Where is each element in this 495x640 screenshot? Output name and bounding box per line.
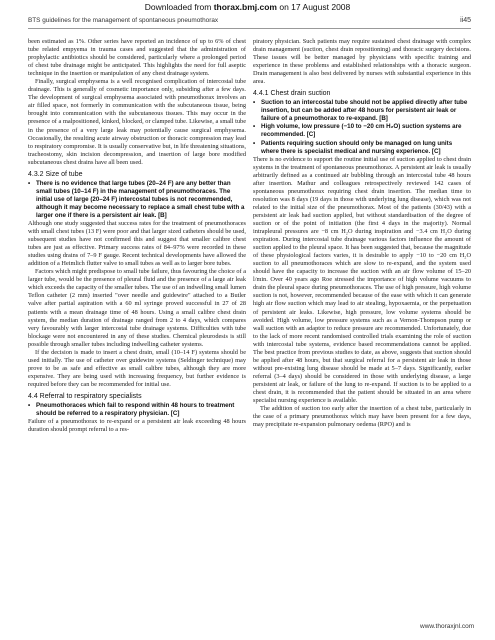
paragraph: piratory physician. Such patients may require sustained chest drainage with complex drain management (suction, chest drain repositioning) and thoracic surgery decisions. These issues will be better managed by physicians with specific training and experience in these problems and established relationships with a thoracic surgeon. Drain management is also best delivered by nurses with substantial experience in this area.: [253, 38, 471, 86]
paragraph: The addition of suction too early after the insertion of a chest tube, particularly in the case of a primary pneumothorax which may have been present for a few days, may precipitate re-expansion pulmonary oedema (RPO) and is: [253, 405, 471, 429]
left-column: [28, 38, 246, 434]
running-header: [28, 17, 471, 24]
running-header-title: BTS guidelines for the management of spontaneous pneumothorax: [28, 17, 219, 24]
section-heading: 4.4.1 Chest drain suction: [253, 90, 331, 98]
section-heading: 4.4 Referral to respiratory specialists: [28, 392, 142, 400]
download-site-link[interactable]: thorax.bmj.com: [213, 2, 277, 12]
page-number: ii45: [460, 17, 471, 24]
download-suffix: on 17 August 2008: [277, 2, 351, 12]
recommendation-list: [253, 99, 471, 155]
recommendation-list: [28, 180, 246, 220]
paragraph: Although one study suggested that success rates for the treatment of pneumothoraces with small chest tubes (13 F) were poor and that larger sized catheters should be used, subsequent studies have not confirmed this and suggest that smaller calibre chest tubes are just as effective. Primary success rates of 84–97% were recorded in these studies using drains of 7–9 F gauge. Recent technical developments have allowed the addition of a Heimlich flutter valve to small tubes as well as to larger bore tubes.: [28, 219, 246, 268]
paragraph: Failure of a pneumothorax to re-expand or a persistent air leak exceeding 48 hours duration should prompt referral to a res-: [28, 418, 246, 434]
recommendation-item: • There is no evidence that large tubes (20–24 F) are any better than small tubes (10–14 F) in the management of pneumothoraces. The initial use of large (20–24 F) intercostal tubes is not recommended, although it may become necessary to replace a small chest tube with a larger one if there is a persistent air leak. [B]: [28, 180, 246, 220]
paragraph: Factors which might predispose to small tube failure, thus favouring the choice of a larger tube, would be the presence of pleural fluid and the presence of a large air leak which exceeds the capacity of the smaller tubes. The use of an indwelling small lumen Teflon catheter (2 mm) inserted "over needle and guidewire" attached to a Butler valve after partial aspiration with a 60 ml syringe proved successful in 27 of 28 patients with a mean drainage time of 48 hours. Using a small calibre chest drain system, the median duration of drainage ranged from 2 to 4 days, which compares very favourably with larger intercostal tube drainage systems. Difficulties with tube blockage were not encountered in any of these studies. Chemical pleurodesis is still possible through smaller tubes including indwelling catheter systems.: [28, 268, 246, 348]
recommendation-item: • Patients requiring suction should only be managed on lung units where there is specialist medical and nursing experience. [C]: [253, 140, 471, 156]
recommendation-item: • Suction to an intercostal tube should not be applied directly after tube insertion, but can be added after 48 hours for persistent air leak or failure of a pneumothorax to re-expand. [B]: [253, 99, 471, 123]
journal-url[interactable]: www.thoraxjnl.com: [420, 623, 475, 630]
paragraph: There is no evidence to support the routine initial use of suction applied to chest drain systems in the treatment of spontaneous pneumothorax. A persistent air leak is usually arbitrarily defined as a continued air bubbling through an intercostal tube 48 hours after insertion. Mathur and colleagues retrospectively reviewed 142 cases of spontaneous pneumothorax requiring chest drain insertion. The median time to resolution was 8 days (19 days in those with underlying lung disease), which was not related to the initial size of the pneumothorax. Most of the patients (30/43) with a persistent air leak had suction applied, but without standardisation of the degree of suction or of the point of initiation (the first 4 days in the majority). Normal intrapleural pressures are −8 cm H₂O during inspiration and −3.4 cm H₂O during expiration. During intercostal tube drainage various factors influence the amount of suction applied to the pleural space. It has been suggested that, because the magnitude of these physiological factors varies, it is desirable to apply −10 to −20 cm H₂O suction to all pneumothoraces which are slow to re-expand, and the system used should have the capacity to increase the suction with an air flow volume of 15–20 l/min. Over 40 years ago Roe stressed the importance of high volume vacuums to drain the pleural space during pneumothoraces. The use of high pressure, high volume suction is not, however, recommended because of the ease with which it can generate high air flow suction which may lead to air stealing, hypoxaemia, or the perpetuation of persistent air leaks. Likewise, high pressure, low volume systems should be avoided. High volume, low pressure systems such as a Vernon-Thompson pump or wall suction with an adaptor to reduce pressure are recommended. Unfortunately, due to the lack of more recent randomised controlled trials examining the role of suction with intercostal tube systems, evidence based recommendations cannot be applied. The best practice from previous studies to date, as above, suggests that suction should be applied after 48 hours, but that surgical referral for a persistent air leak in those without pre-existing lung disease should be made at 5–7 days. Significantly, earlier referral (3–4 days) should be considered in those with underlying disease, a large persistent air leak, or failure of the lung to re-expand. If suction is to be applied to a chest drain, it is recommended that the patient should be situated in an area where specialist nursing experience is available.: [253, 155, 471, 405]
header-rule: [28, 28, 471, 29]
download-prefix: Downloaded from: [144, 2, 214, 12]
right-column: [253, 38, 471, 429]
section-heading: 4.3.2 Size of tube: [28, 170, 83, 178]
paragraph: Finally, surgical emphysema is a well recognised complication of intercostal tube drainage. This is generally of cosmetic importance only, subsiding after a few days. The development of surgical emphysema associated with pneumothorax involves an air filled space, not formerly in communication with the subcutaneous tissue, being brought into communication with the subcutaneous tissues. This may occur in the presence of a malpositioned, kinked, blocked, or clamped tube. Likewise, a small tube in the presence of a very large leak may potentially cause surgical emphysema. Occasionally, the resulting acute airway obstruction or thoracic compression may lead to respiratory compromise. It is usually conservative but, in life threatening situations, tracheostomy, skin incision decompression, and insertion of large bore modified subcutaneous chest drains have all been used.: [28, 78, 246, 166]
recommendation-item: • High volume, low pressure (−10 to −20 cm H₂O) suction systems are recommended. [C]: [253, 123, 471, 139]
recommendation-item: • Pneumothoraces which fail to respond within 48 hours to treatment should be referred to a respiratory physician. [C]: [28, 402, 246, 418]
download-banner: [0, 2, 495, 12]
recommendation-list: [28, 402, 246, 418]
paragraph: If the decision is made to insert a chest drain, small (10–14 F) systems should be used initially. The use of catheter over guidewire systems (Seldinger technique) may prove to be as safe and effective as small calibre tubes, although they are more expensive. They are being used with increasing frequency, but further evidence is required before they can be recommended for initial use.: [28, 348, 246, 388]
paragraph: been estimated as 1%. Other series have reported an incidence of up to 6% of chest tube related empyema in trauma cases and suggested that the administration of prophylactic antibiotics should be considered, particularly where a prolonged period of chest tube drainage might be anticipated. This highlights the need for full aseptic technique in the insertion or manipulation of any chest drainage system.: [28, 38, 246, 78]
